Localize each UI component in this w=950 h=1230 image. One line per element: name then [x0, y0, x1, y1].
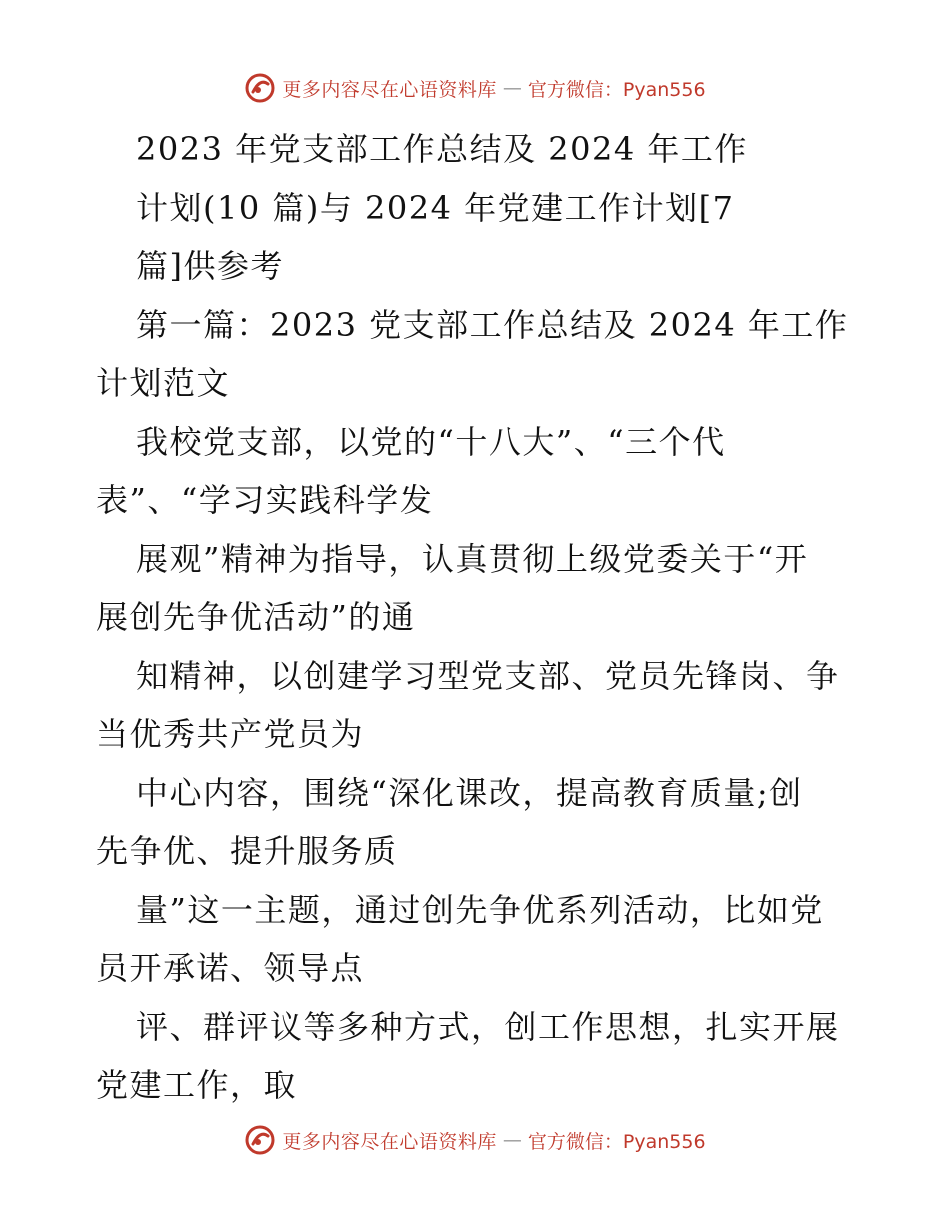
text-line: 员开承诺、领导点: [96, 949, 365, 987]
text-line: 2023 年党支部工作总结及 2024 年工作: [136, 130, 748, 168]
banner-wechat-text: 官方微信：Pyan556: [527, 78, 706, 101]
red-swirl-logo-icon: [244, 72, 276, 104]
text-line: 当优秀共产党员为: [96, 715, 365, 753]
banner-dash: —: [502, 1129, 522, 1151]
text-line: 先争优、提升服务质: [96, 832, 398, 870]
text-line: 评、群评议等多种方式，创工作思想，扎实开展: [136, 1007, 840, 1046]
banner-site-text: 更多内容尽在心语资料库: [282, 1130, 497, 1153]
text-line: 中心内容，围绕“深化课改，提高教育质量;创: [136, 773, 803, 812]
text-line: 第一篇：2023 党支部工作总结及 2024 年工作: [136, 305, 849, 344]
red-swirl-logo-icon: [244, 1124, 276, 1156]
text-line: 知精神，以创建学习型党支部、党员先锋岗、争: [136, 656, 840, 695]
text-line: 展观”精神为指导，认真贯彻上级党委关于“开: [136, 539, 809, 578]
text-line: 表”、“学习实践科学发: [96, 481, 434, 519]
text-line: 篇]供参考: [136, 247, 284, 285]
banner-dash: —: [502, 77, 522, 99]
banner-wechat-text: 官方微信：Pyan556: [527, 1130, 706, 1153]
text-line: 党建工作，取: [96, 1066, 298, 1104]
text-line: 计划(10 篇)与 2024 年党建工作计划[7: [136, 188, 735, 227]
header-banner: [0, 68, 950, 108]
text-line: 我校党支部，以党的“十八大”、“三个代: [136, 422, 726, 461]
text-line: 展创先争优活动”的通: [96, 598, 416, 636]
text-line: 计划范文: [96, 364, 231, 402]
footer-banner: [0, 1120, 950, 1160]
text-line: 量”这一主题，通过创先争优系列活动，比如党: [136, 890, 824, 929]
document-body: [96, 120, 866, 1115]
banner-site-text: 更多内容尽在心语资料库: [282, 78, 497, 101]
